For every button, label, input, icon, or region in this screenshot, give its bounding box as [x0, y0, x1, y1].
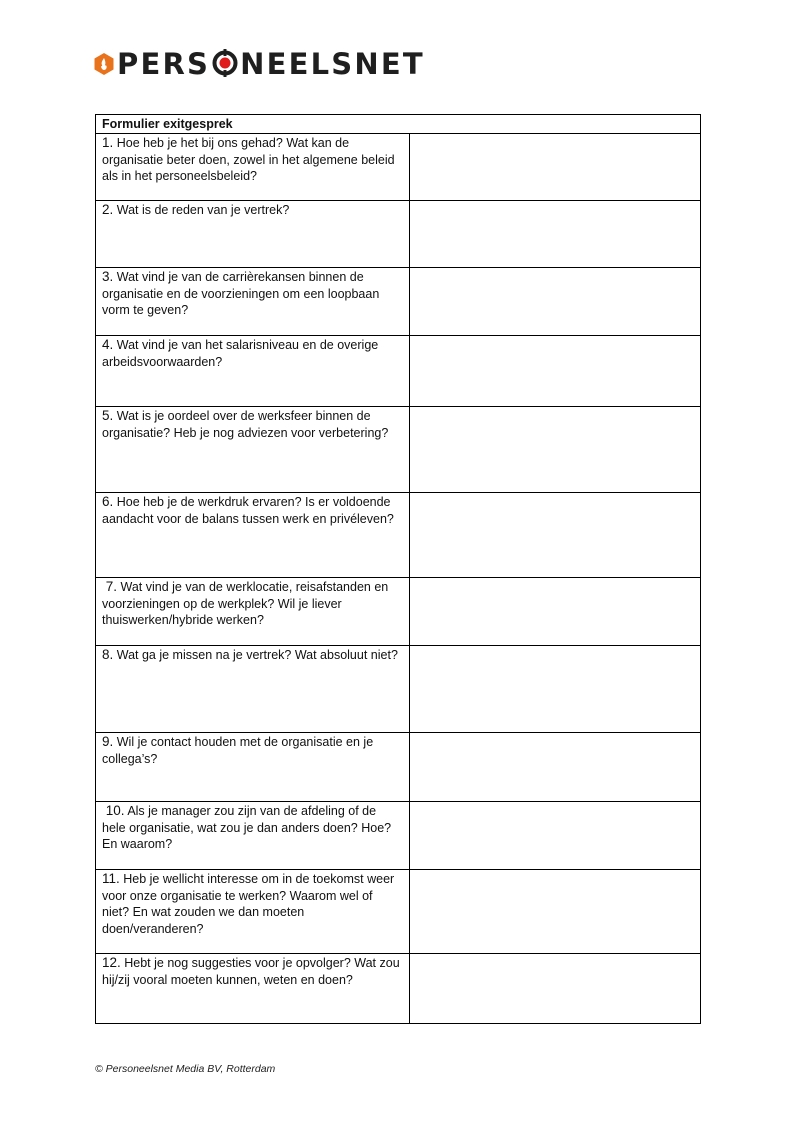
question-cell — [96, 493, 410, 578]
question-cell — [96, 954, 410, 1024]
question-number: 5. — [102, 408, 114, 423]
question-text: Wat is de reden van je vertrek? — [113, 203, 290, 217]
answer-cell[interactable] — [409, 578, 700, 646]
copyright-footer: © Personeelsnet Media BV, Rotterdam — [95, 1063, 276, 1075]
answer-cell[interactable] — [409, 268, 700, 336]
question-row — [96, 646, 701, 733]
question-row — [96, 407, 701, 493]
question-number: 11. — [102, 871, 120, 886]
brand-wordmark: PERS NEELSNET — [117, 47, 425, 81]
question-text: Hoe heb je de werkdruk ervaren? Is er voldoende aandacht voor de balans tussen werk en privéleven? — [102, 495, 394, 526]
question-cell — [96, 578, 410, 646]
question-text: Wil je contact houden met de organisatie en je collega’s? — [102, 735, 374, 766]
question-text: Wat vind je van het salarisniveau en de overige arbeidsvoorwaarden? — [102, 338, 379, 369]
question-cell — [96, 733, 410, 802]
question-row — [96, 954, 701, 1024]
answer-cell[interactable] — [409, 134, 700, 201]
question-number: 8. — [102, 647, 114, 662]
hexagon-flame-icon — [94, 53, 114, 75]
question-cell — [96, 268, 410, 336]
answer-cell[interactable] — [409, 336, 700, 407]
question-text: Wat vind je van de werklocatie, reisafstanden en voorzieningen op de werkplek? Wil je liever thuiswerken/hybride werken? — [102, 580, 389, 627]
question-text: Wat vind je van de carrièrekansen binnen de organisatie en de voorzieningen om een loopbaan vorm te geven? — [102, 270, 380, 317]
question-row — [96, 802, 701, 870]
question-number: 4. — [102, 337, 114, 352]
answer-cell[interactable] — [409, 201, 700, 268]
question-cell — [96, 870, 410, 954]
answer-cell[interactable] — [409, 493, 700, 578]
answer-cell[interactable] — [409, 870, 700, 954]
question-row — [96, 578, 701, 646]
brand-target-icon — [211, 49, 239, 77]
question-cell — [96, 134, 410, 201]
question-text: Hoe heb je het bij ons gehad? Wat kan de organisatie beter doen, zowel in het algemene beleid als in het personeelsbeleid? — [102, 136, 395, 183]
question-cell — [96, 336, 410, 407]
question-text: Heb je wellicht interesse om in de toekomst weer voor onze organisatie te werken? Waarom wel of niet? En wat zouden we dan moeten doen/veranderen? — [102, 872, 395, 936]
question-text: Hebt je nog suggesties voor je opvolger? Wat zou hij/zij vooral moeten kunnen, weten en doen? — [102, 956, 400, 987]
question-number: 7. — [102, 579, 118, 594]
question-row — [96, 134, 701, 201]
brand-logo — [94, 46, 425, 82]
question-cell — [96, 646, 410, 733]
question-text: Wat is je oordeel over de werksfeer binnen de organisatie? Heb je nog adviezen voor verbetering? — [102, 409, 389, 440]
question-row — [96, 493, 701, 578]
question-number: 6. — [102, 494, 114, 509]
form-title-row — [96, 115, 701, 134]
question-row — [96, 870, 701, 954]
question-row — [96, 268, 701, 336]
question-number: 10. — [102, 803, 125, 818]
question-row — [96, 336, 701, 407]
question-cell — [96, 407, 410, 493]
answer-cell[interactable] — [409, 646, 700, 733]
question-row — [96, 733, 701, 802]
question-cell — [96, 802, 410, 870]
question-number: 2. — [102, 202, 114, 217]
question-cell — [96, 201, 410, 268]
question-text: Wat ga je missen na je vertrek? Wat absoluut niet? — [113, 648, 398, 662]
answer-cell[interactable] — [409, 407, 700, 493]
question-number: 3. — [102, 269, 114, 284]
answer-cell[interactable] — [409, 802, 700, 870]
exit-interview-form — [95, 114, 701, 1024]
answer-cell[interactable] — [409, 733, 700, 802]
form-title: Formulier exitgesprek — [96, 115, 701, 134]
question-number: 9. — [102, 734, 114, 749]
question-text: Als je manager zou zijn van de afdeling of de hele organisatie, wat zou je dan anders doen? Hoe? En waarom? — [102, 804, 392, 851]
question-number: 1. — [102, 135, 114, 150]
answer-cell[interactable] — [409, 954, 700, 1024]
question-number: 12. — [102, 955, 121, 970]
question-row — [96, 201, 701, 268]
